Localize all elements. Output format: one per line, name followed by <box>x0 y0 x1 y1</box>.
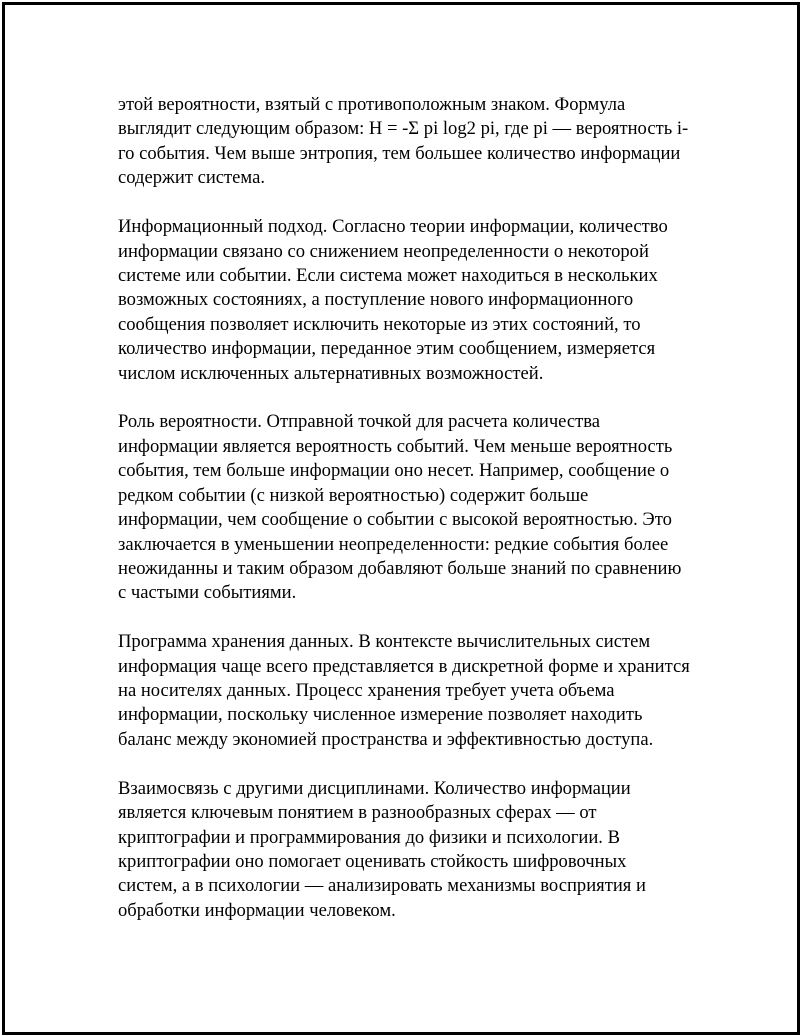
text-line: выглядит следующим образом: H = -Σ pi log2 pi, где pi — вероятность i- <box>118 118 689 140</box>
paragraph-information-approach <box>118 215 708 386</box>
text-line: количество информации, переданное этим сообщением, измеряется <box>118 338 656 360</box>
document-body <box>118 93 708 948</box>
text-line: криптографии оно помогает оценивать стойкость шифровочных <box>118 850 627 872</box>
paragraph-entropy-formula <box>118 93 708 191</box>
text-line: возможных состояниях, а поступление нового информационного <box>118 289 634 311</box>
text-line: криптографии и программирования до физики и психологии. В <box>118 826 620 848</box>
text-line: является ключевым понятием в разнообразных сферах — от <box>118 802 597 824</box>
text-line: сообщения позволяет исключить некоторые из этих состояний, то <box>118 313 641 335</box>
text-line: события, тем больше информации оно несет. Например, сообщение о <box>118 460 670 482</box>
paragraph-role-of-probability <box>118 410 708 605</box>
text-line: Информационный подход. Согласно теории информации, количество <box>118 216 668 238</box>
text-line: заключается в уменьшении неопределенности: редкие события более <box>118 533 669 555</box>
text-line: обработки информации человеком. <box>118 899 396 921</box>
text-line: го события. Чем выше энтропия, тем большее количество информации <box>118 142 681 164</box>
text-line: баланс между экономией пространства и эффективностью доступа. <box>118 728 654 750</box>
text-line: информации является вероятность событий. Чем меньше вероятность <box>118 435 673 457</box>
text-line: числом исключенных альтернативных возможностей. <box>118 362 544 384</box>
text-line: систем, а в психологии — анализировать механизмы восприятия и <box>118 875 646 897</box>
paragraph-data-storage <box>118 630 708 752</box>
text-line: Программа хранения данных. В контексте вычислительных систем <box>118 631 651 653</box>
text-line: редком событии (с низкой вероятностью) содержит больше <box>118 484 589 506</box>
text-line: с частыми событиями. <box>118 582 297 604</box>
text-line: содержит система. <box>118 167 265 189</box>
paragraph-other-disciplines <box>118 777 708 923</box>
text-line: информация чаще всего представляется в дискретной форме и хранится <box>118 655 690 677</box>
text-line: информации связано со снижением неопределенности о некоторой <box>118 240 649 262</box>
text-line: информации, чем сообщение о событии с высокой вероятностью. Это <box>118 509 672 531</box>
text-line: Взаимосвязь с другими дисциплинами. Количество информации <box>118 777 631 799</box>
text-line: на носителях данных. Процесс хранения требует учета объема <box>118 680 615 702</box>
text-line: системе или событии. Если система может находиться в нескольких <box>118 264 658 286</box>
text-line: информации, поскольку численное измерение позволяет находить <box>118 704 643 726</box>
text-line: этой вероятности, взятый с противоположным знаком. Формула <box>118 94 626 115</box>
text-line: неожиданны и таким образом добавляют больше знаний по сравнению <box>118 557 682 579</box>
text-line: Роль вероятности. Отправной точкой для расчета количества <box>118 411 601 433</box>
